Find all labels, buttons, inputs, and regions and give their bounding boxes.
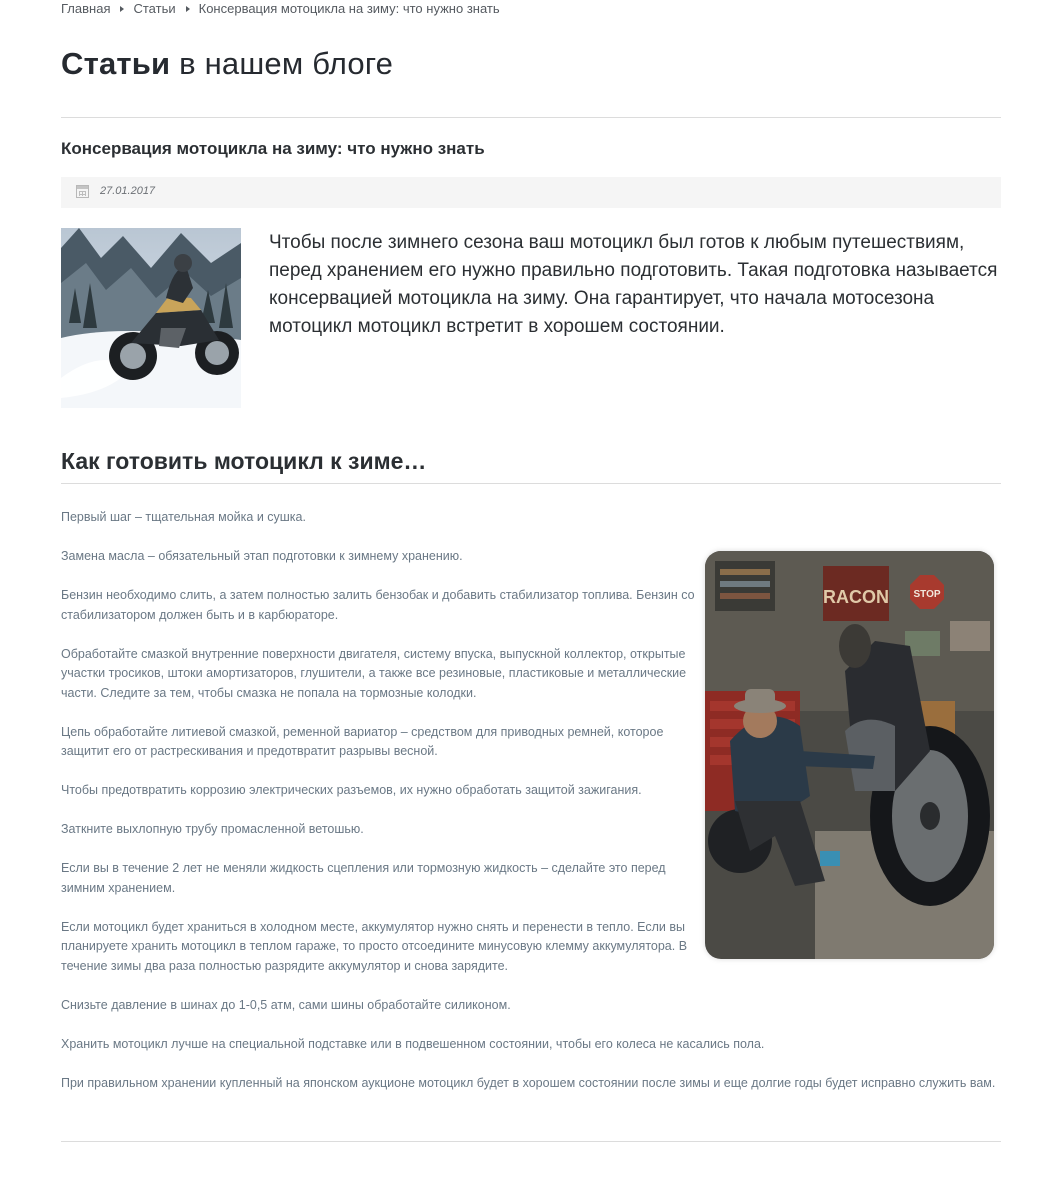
stop-sign-text: STOP (913, 589, 941, 600)
article-body (61, 508, 1001, 1113)
breadcrumb-articles-link[interactable]: Статьи (133, 1, 176, 16)
article-paragraph: Бензин необходимо слить, а затем полностью залить бензобак и добавить стабилизатор топлива. Бензин со стабилизатором должен быть и в карбюраторе. (61, 588, 695, 622)
breadcrumb-current: Консервация мотоцикла на зиму: что нужно знать (198, 1, 500, 16)
date-bar (61, 177, 1001, 208)
article-title: Консервация мотоцикла на зиму: что нужно знать (61, 139, 485, 158)
article-paragraph: Чтобы предотвратить коррозию электрических разъемов, их нужно обработать защитой зажигания. (61, 783, 642, 797)
article-paragraph: Первый шаг – тщательная мойка и сушка. (61, 510, 306, 524)
section-divider (61, 483, 1001, 484)
triangle-right-icon (186, 6, 190, 12)
article-paragraph: При правильном хранении купленный на японском аукционе мотоцикл будет в хорошем состоянии после зимы и еще долгие годы будет исправно служить вам. (61, 1075, 996, 1090)
article-intro: Чтобы после зимнего сезона ваш мотоцикл был готов к любым путешествиям, перед хранением его нужно правильно подготовить. Такая подготовка называется консервацией мотоцикла на зиму. Она гарантирует, что начала мотосезона мотоцикл мотоцикл встретит в хорошем состоянии. (269, 232, 998, 337)
article-paragraph: Если вы в течение 2 лет не меняли жидкость сцепления или тормозную жидкость – сделайте это перед зимним хранением. (61, 861, 666, 895)
article-paragraph: Заткните выхлопную трубу промасленной ветошью. (61, 822, 364, 836)
divider (61, 117, 1001, 118)
calendar-icon (76, 185, 89, 198)
page-title-rest: в нашем блоге (170, 46, 394, 81)
breadcrumb (61, 1, 500, 16)
breadcrumb-home-link[interactable]: Главная (61, 1, 111, 16)
article-thumbnail (61, 228, 241, 408)
article-paragraph: Хранить мотоцикл лучше на специальной подставке или в подвешенном состоянии, чтобы его колеса не касались пола. (61, 1036, 765, 1051)
article-paragraph: Обработайте смазкой внутренние поверхности двигателя, систему впуска, выпускной коллектор, открытые участки тросиков, штоки амортизаторов, глушители, а также все резиновые, пластиковые и металлические части. Следите за тем, чтобы смазка не попала на тормозные колодки. (61, 646, 687, 700)
triangle-right-icon (120, 6, 124, 12)
article-paragraph: Снизьте давление в шинах до 1-0,5 атм, сами шины обработайте силиконом. (61, 997, 511, 1012)
section-title: Как готовить мотоцикл к зиме… (61, 448, 427, 474)
article-paragraph: Цепь обработайте литиевой смазкой, ременной вариатор – средством для приводных ремней, которое защитит его от растрескивания и предотвратит разрывы весной. (61, 724, 664, 758)
article-paragraph: Если мотоцикл будет храниться в холодном месте, аккумулятор нужно снять и перенести в тепло. Если вы планируете хранить мотоцикл в теплом гараже, то просто отсоедините минусовую клемму аккумулятора. В течение зимы два раза полностью разрядите аккумулятор и снова зарядите. (61, 919, 688, 973)
page-title-bold: Статьи (61, 46, 171, 81)
shop-sign-text: RACON (823, 587, 889, 607)
footer-divider (61, 1141, 1001, 1142)
article-paragraph: Замена масла – обязательный этап подготовки к зимнему хранению. (61, 549, 463, 563)
page-title (61, 46, 393, 82)
article-date: 27.01.2017 (100, 185, 156, 197)
